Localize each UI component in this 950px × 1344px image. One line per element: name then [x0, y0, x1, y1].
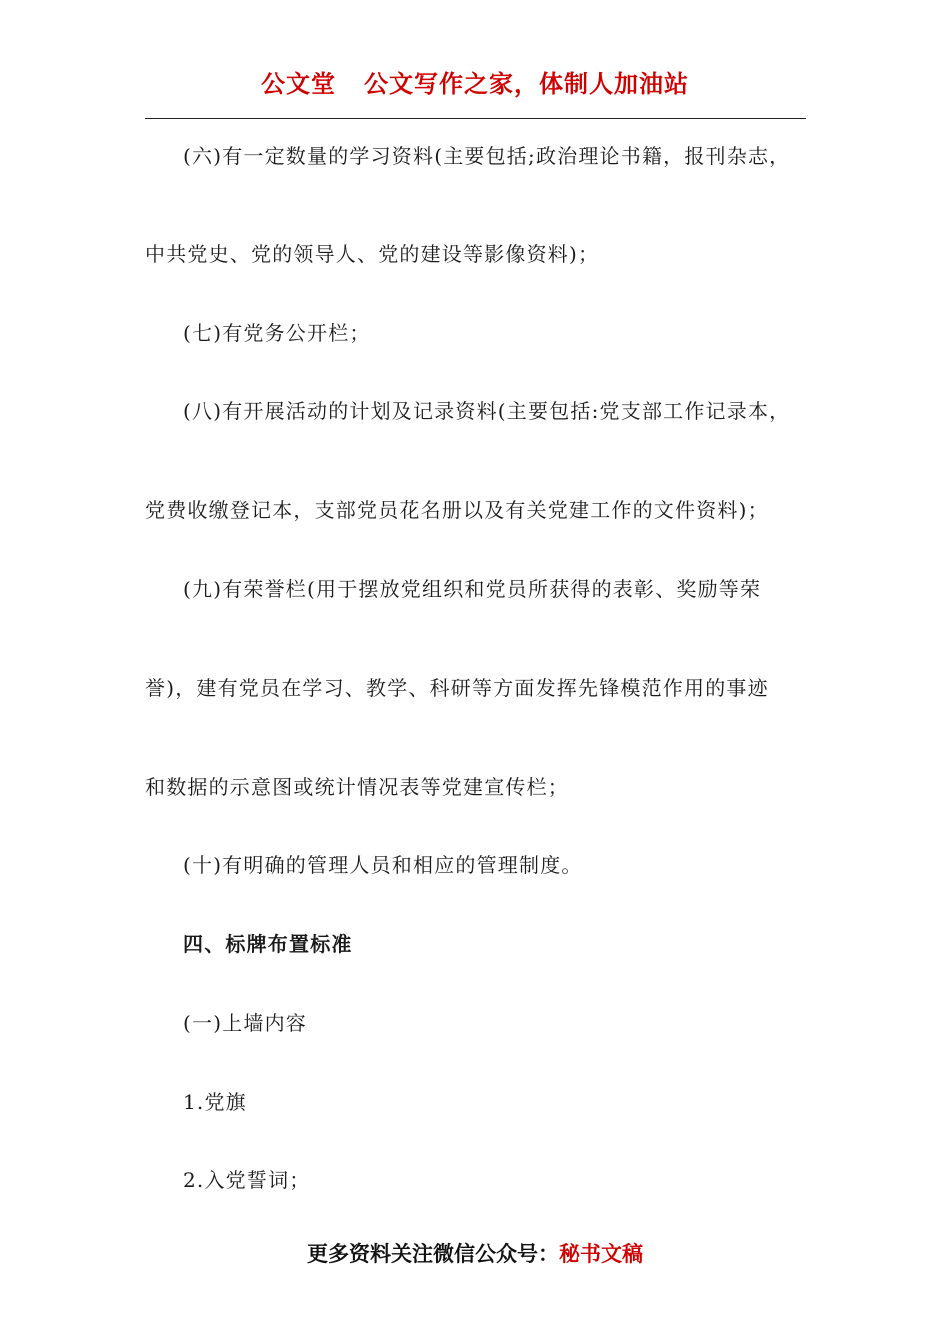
- paragraph-line-4: (八)有开展活动的计划及记录资料(主要包括:党支部工作记录本，: [183, 399, 791, 423]
- paragraph-line-3: (七)有党务公开栏；: [183, 321, 371, 345]
- paragraph-line-8: 和数据的示意图或统计情况表等党建宣传栏；: [145, 775, 569, 799]
- footer-account-name: 秘书文稿: [559, 1242, 643, 1266]
- footer-prefix: 更多资料关注微信公众号：: [307, 1242, 559, 1266]
- subsection-heading: (一)上墙内容: [183, 1011, 308, 1035]
- paragraph-line-2: 中共党史、党的领导人、党的建设等影像资料)；: [145, 242, 600, 266]
- paragraph-line-7: 誉)，建有党员在学习、教学、科研等方面发挥先锋模范作用的事迹: [145, 676, 769, 700]
- paragraph-line-9: (十)有明确的管理人员和相应的管理制度。: [183, 853, 583, 877]
- list-item-1: 1.党旗: [183, 1090, 247, 1114]
- footer-note: [0, 1238, 950, 1268]
- header-divider: [145, 118, 806, 119]
- paragraph-line-5: 党费收缴登记本，支部党员花名册以及有关党建工作的文件资料)；: [145, 498, 769, 522]
- section-heading: 四、标牌布置标准: [183, 932, 353, 956]
- header-title: 公文堂 公文写作之家，体制人加油站: [260, 70, 690, 98]
- list-item-2: 2.入党誓词；: [183, 1168, 311, 1192]
- paragraph-line-6: (九)有荣誉栏(用于摆放党组织和党员所获得的表彰、奖励等荣: [183, 577, 762, 601]
- paragraph-line-1: (六)有一定数量的学习资料(主要包括;政治理论书籍，报刊杂志，: [183, 144, 791, 168]
